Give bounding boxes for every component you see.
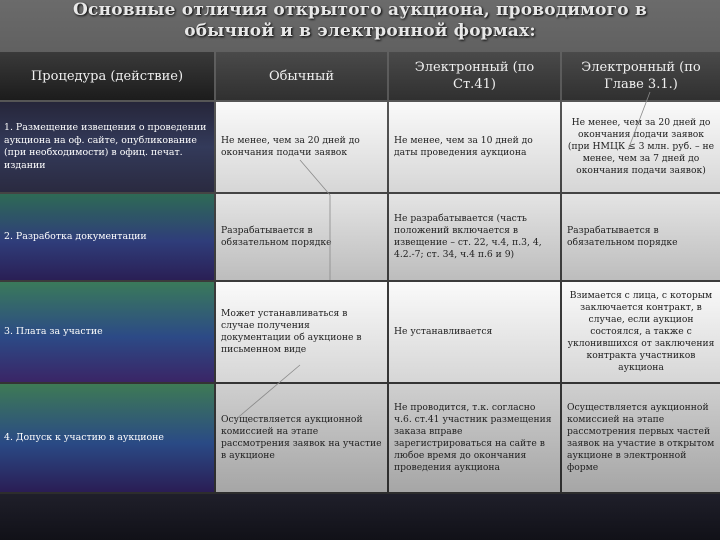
row-2-electronic-31-text: Разрабатывается в обязательном порядке	[567, 225, 678, 248]
slide-title-line2: обычной и в электронной формах:	[184, 21, 536, 41]
row-3-electronic-41-text: Не устанавливается	[394, 326, 493, 337]
row-4-procedure-text: 4. Допуск к участию в аукционе	[4, 431, 164, 443]
row-4-ordinary-text: Осуществляется аукционной комиссией на этапе рассмотрения заявок на участие в аукционе	[221, 414, 382, 461]
row-4-electronic-31-text: Осуществляется аукционной комиссией на этапе рассмотрения первых частей заявок на участие в открытом аукционе в электронной форме	[567, 402, 715, 473]
row-4-electronic-41-text: Не проводится, т.к. согласно ч.6. ст.41 участник размещения заказа вправе зарегистрироваться на сайте в любое время до окончания проведения аукциона	[394, 402, 552, 473]
header-procedure-label: Процедура (действие)	[30, 68, 184, 84]
row-3-ordinary-text: Может устанавливаться в случае получения документации об аукционе в письменном виде	[221, 308, 362, 355]
row-2-ordinary-text: Разрабатывается в обязательном порядке	[221, 225, 332, 248]
header-electronic-41-label: Электронный (по Ст.41)	[414, 60, 535, 92]
row-2-electronic-41-text: Не разрабатывается (часть положений включается в извещение – ст. 22, ч.4, п.3, 4, 4.2.-7; ст. 34, ч.4 п.6 и 9)	[394, 213, 542, 260]
row-1-ordinary-text: Не менее, чем за 20 дней до окончания подачи заявок	[221, 135, 360, 158]
header-electronic-31-label: Электронный (по Главе 3.1.)	[581, 60, 701, 92]
row-1-electronic-41-text: Не менее, чем за 10 дней до даты проведения аукциона	[394, 135, 533, 158]
header-ordinary-label: Обычный	[268, 68, 335, 84]
row-3-electronic-31-text: Взимается с лица, с которым заключается контракт, в случае, если аукцион состоялся, а также с уклонившихся от заключения контракта участников аукциона	[567, 290, 715, 373]
decor-line-1	[300, 160, 330, 195]
decor-line-4	[235, 365, 300, 420]
slide-title-line1: Основные отличия открытого аукциона, проводимого в	[73, 0, 647, 20]
row-1-procedure-text: 1. Размещение извещения о проведении аукциона на оф. сайте, опубликование (при необходимости) в офиц. печат. издании	[4, 122, 207, 171]
row-1-electronic-31-text: Не менее, чем за 20 дней до окончания подачи заявок (при НМЦК ≤ 3 млн. руб. – не менее, чем за 7 дней до окончания подачи заявок)	[567, 117, 715, 176]
row-3-procedure-text: 3. Плата за участие	[4, 325, 103, 337]
decor-line-3	[628, 92, 650, 150]
row-2-procedure-text: 2. Разработка документации	[4, 230, 147, 242]
